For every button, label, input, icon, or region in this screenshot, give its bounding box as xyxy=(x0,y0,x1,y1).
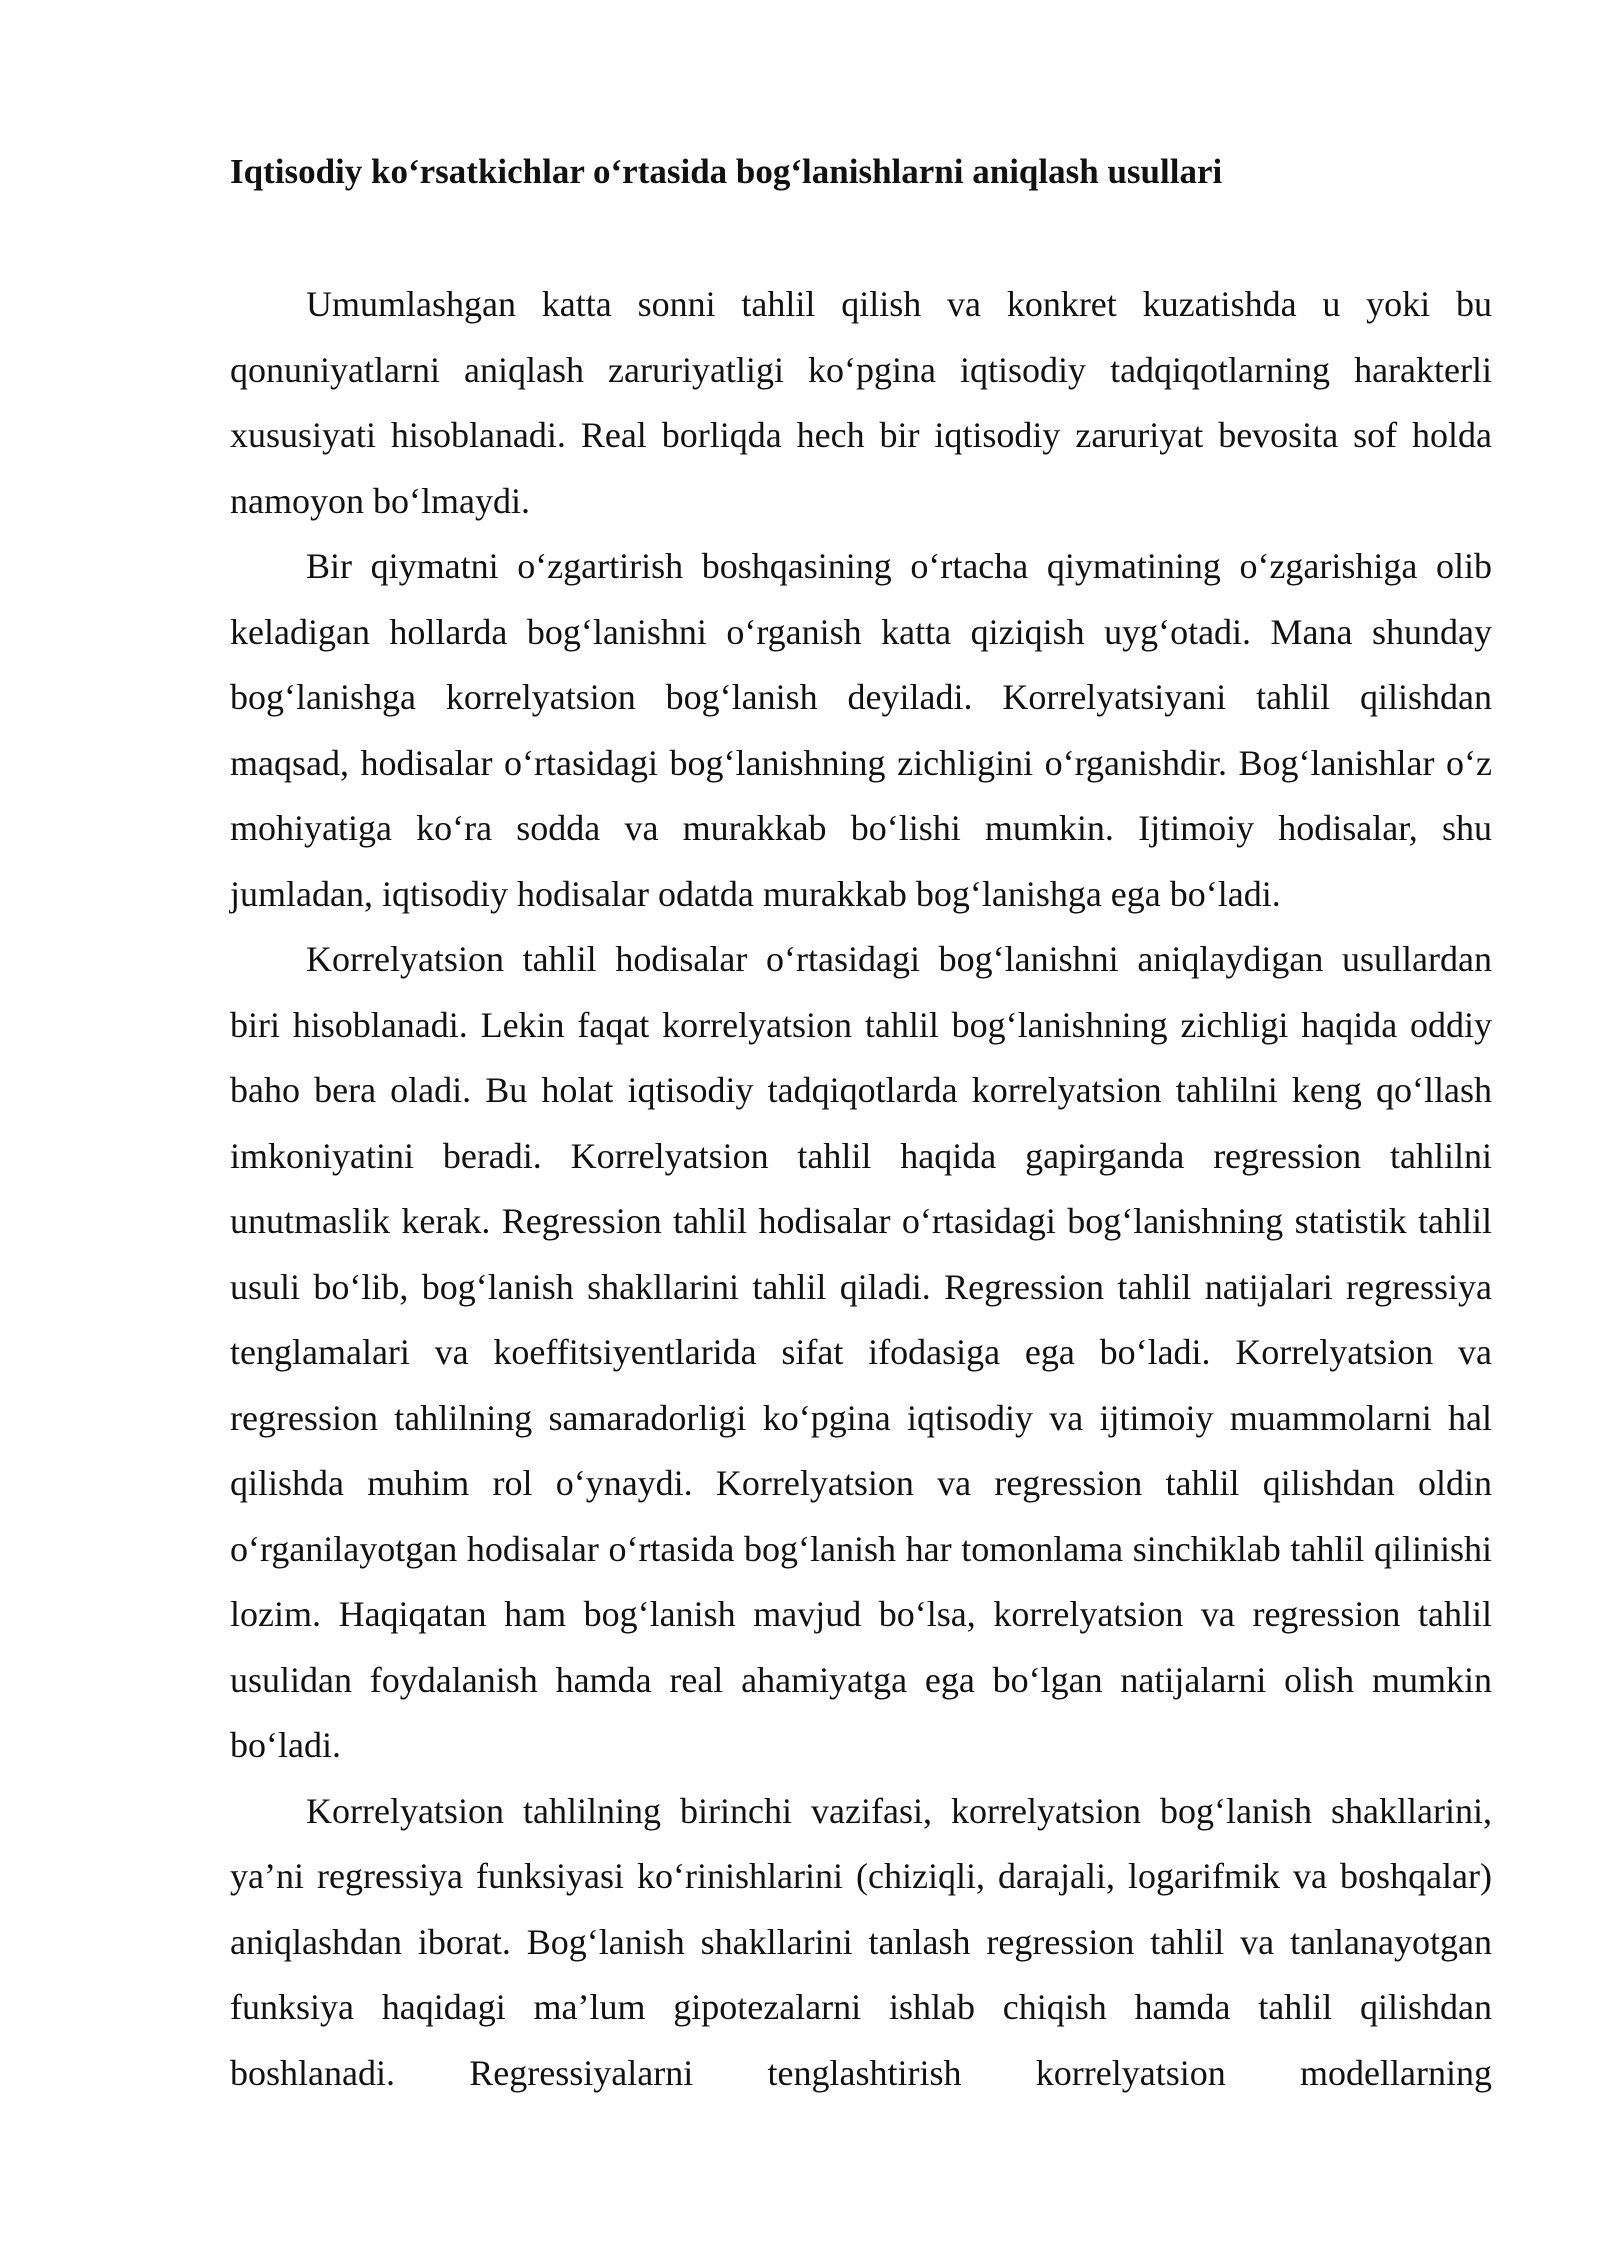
paragraph-1: Umumlashgan katta sonni tahlil qilish va konkret kuzatishda u yoki bu qonuniyatlarni aniqlash zaruriyatligi ko‘pgina iqtisodiy tadqiqotlarning harakterli xususiyati hisoblanadi. Real borliqda hech bir iqtisodiy zaruriyat bevosita sof holda namoyon bo‘lmaydi. xyxy=(230,284,1492,521)
document-title: Iqtisodiy ko‘rsatkichlar o‘rtasida bog‘lanishlarni aniqlash usullari xyxy=(230,152,1223,191)
paragraph-3: Korrelyatsion tahlil hodisalar o‘rtasidagi bog‘lanishni aniqlaydigan usullardan biri hisoblanadi. Lekin faqat korrelyatsion tahlil bog‘lanishning zichligi haqida oddiy baho bera oladi. Bu holat iqtisodiy tadqiqotlarda korrelyatsion tahlilni keng qo‘llash imkoniyatini beradi. Korrelyatsion tahlil haqida gapirganda regression tahlilni unutmaslik kerak. Regression tahlil hodisalar o‘rtasidagi bog‘lanishning statistik tahlil usuli bo‘lib, bog‘lanish shakllarini tahlil qiladi. Regression tahlil natijalari regressiya tenglamalari va koeffitsiyentlarida sifat ifodasiga ega bo‘ladi. Korrelyatsion va regression tahlilning samaradorligi ko‘pgina iqtisodiy va ijtimoiy muammolarni hal qilishda muhim rol o‘ynaydi. Korrelyatsion va regression tahlil qilishdan oldin o‘rganilayotgan hodisalar o‘rtasida bog‘lanish har tomonlama sinchiklab tahlil qilinishi lozim. Haqiqatan ham bog‘lanish mavjud bo‘lsa, korrelyatsion va regression tahlil usulidan foydalanish hamda real ahamiyatga ega bo‘lgan natijalarni olish mumkin bo‘ladi. xyxy=(230,939,1492,1765)
paragraph-2: Bir qiymatni o‘zgartirish boshqasining o‘rtacha qiymatining o‘zgarishiga olib keladigan hollarda bog‘lanishni o‘rganish katta qiziqish uyg‘otadi. Mana shunday bog‘lanishga korrelyatsion bog‘lanish deyiladi. Korrelyatsiyani tahlil qilishdan maqsad, hodisalar o‘rtasidagi bog‘lanishning zichligini o‘rganishdir. Bog‘lanishlar o‘z mohiyatiga ko‘ra sodda va murakkab bo‘lishi mumkin. Ijtimoiy hodisalar, shu jumladan, iqtisodiy hodisalar odatda murakkab bog‘lanishga ega bo‘ladi. xyxy=(230,546,1492,914)
document-body xyxy=(230,272,1492,2106)
paragraph-4: Korrelyatsion tahlilning birinchi vazifasi, korrelyatsion bog‘lanish shakllarini, ya’ni regressiya funksiyasi ko‘rinishlarini (chiziqli, darajali, logarifmik va boshqalar) aniqlashdan iborat. Bog‘lanish shakllarini tanlash regression tahlil va tanlanayotgan funksiya haqidagi ma’lum gipotezalarni ishlab chiqish hamda tahlil qilishdan boshlanadi. Regressiyalarni tenglashtirish korrelyatsion modellarning xyxy=(230,1790,1492,2093)
